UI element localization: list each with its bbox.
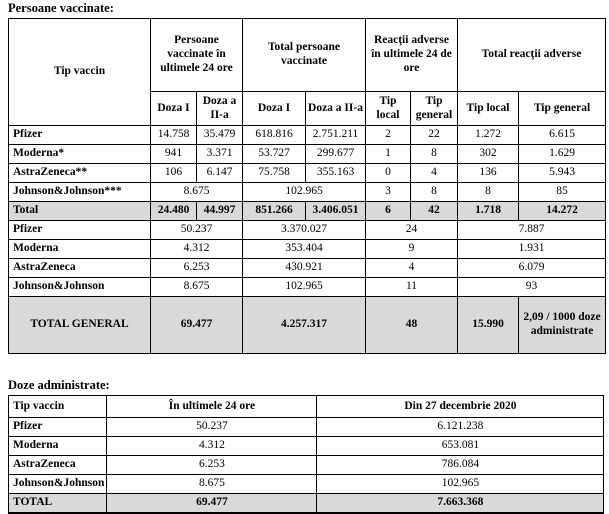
table-row <box>9 396 604 418</box>
value-cell: 44.997 <box>197 202 243 221</box>
value-cell: 106 <box>151 164 197 183</box>
subheader-doza2-24h: Doza a II-a <box>197 92 243 126</box>
vaccine-name: AstraZeneca <box>9 259 151 278</box>
doses-administered-title: Doze administrate: <box>8 378 110 392</box>
doses-administered-table <box>8 395 604 514</box>
col-header-last-24h: În ultimele 24 ore <box>107 396 317 418</box>
vaccinated-persons-title: Persoane vaccinate: <box>8 1 114 15</box>
vaccine-name: Johnson&Johnson*** <box>9 183 151 202</box>
col-header-since-dec27: Din 27 decembrie 2020 <box>317 396 604 418</box>
subheader-tip-local-total: Tip local <box>458 92 519 126</box>
value-cell: 5.943 <box>519 164 606 183</box>
table-row-johnson <box>9 183 606 202</box>
value-cell: 14.272 <box>519 202 606 221</box>
subheader-tip-local-24h: Tip local <box>366 92 411 126</box>
value-cell: 6.253 <box>107 456 317 475</box>
value-cell: 93 <box>458 278 606 297</box>
vaccine-name: Pfizer <box>9 126 151 145</box>
value-cell: 4.312 <box>151 240 243 259</box>
value-cell: 69.477 <box>107 494 317 514</box>
table-row-astrazeneca-doses <box>9 456 604 475</box>
value-cell: 355.163 <box>306 164 366 183</box>
value-cell: 50.237 <box>151 221 243 240</box>
total-label: TOTAL <box>9 494 107 514</box>
value-cell: 7.887 <box>458 221 606 240</box>
table-row-johnson-doses <box>9 475 604 494</box>
value-cell: 1.931 <box>458 240 606 259</box>
value-cell: 430.921 <box>243 259 366 278</box>
col-header-tip-vaccin: Tip vaccin <box>9 396 107 418</box>
value-cell: 35.479 <box>197 126 243 145</box>
value-cell: 53.727 <box>243 145 306 164</box>
value-cell: 4.312 <box>107 437 317 456</box>
col-header-reactions-total: Total reacţii adverse <box>458 19 606 92</box>
vaccine-name: AstraZeneca <box>9 456 107 475</box>
subheader-tip-general-24h: Tip general <box>411 92 458 126</box>
value-cell: 786.084 <box>317 456 604 475</box>
vaccine-name: Moderna <box>9 437 107 456</box>
col-header-vaccinated-24h: Persoane vaccinate în ultimele 24 ore <box>151 19 243 92</box>
value-cell: 85 <box>519 183 606 202</box>
value-cell: 6.147 <box>197 164 243 183</box>
value-cell: 22 <box>411 126 458 145</box>
value-cell: 353.404 <box>243 240 366 259</box>
table-row-astrazeneca-cumulative <box>9 259 606 278</box>
value-cell: 1.629 <box>519 145 606 164</box>
value-cell: 15.990 <box>458 297 519 354</box>
table-row-moderna-cumulative <box>9 240 606 259</box>
value-cell: 299.677 <box>306 145 366 164</box>
value-cell: 11 <box>366 278 458 297</box>
value-cell: 302 <box>458 145 519 164</box>
table-row-johnson-cumulative <box>9 278 606 297</box>
value-cell: 851.266 <box>243 202 306 221</box>
value-cell: 1.718 <box>458 202 519 221</box>
value-cell: 75.758 <box>243 164 306 183</box>
value-cell: 6 <box>366 202 411 221</box>
value-cell: 136 <box>458 164 519 183</box>
value-cell: 102.965 <box>243 183 366 202</box>
value-cell: 4 <box>366 259 458 278</box>
subheader-doza2-total: Doza a II-a <box>306 92 366 126</box>
value-cell: 1 <box>366 145 411 164</box>
value-cell: 3 <box>366 183 411 202</box>
vaccinated-persons-table <box>8 18 606 354</box>
value-cell: 8.675 <box>151 278 243 297</box>
col-header-vaccinated-total: Total persoane vaccinate <box>243 19 366 92</box>
value-cell: 8 <box>411 183 458 202</box>
total-general-label: TOTAL GENERAL <box>9 297 151 354</box>
value-cell: 8.675 <box>151 183 243 202</box>
value-cell: 102.965 <box>243 278 366 297</box>
value-cell: 8 <box>458 183 519 202</box>
value-cell: 3.370.027 <box>243 221 366 240</box>
table-row-astrazeneca <box>9 164 606 183</box>
vaccine-name: Moderna <box>9 240 151 259</box>
value-cell: 24 <box>366 221 458 240</box>
vaccine-name: Pfizer <box>9 221 151 240</box>
table-row-pfizer <box>9 126 606 145</box>
value-cell: 8.675 <box>107 475 317 494</box>
table-row-pfizer-doses <box>9 418 604 437</box>
table-row-total <box>9 202 606 221</box>
value-cell: 14.758 <box>151 126 197 145</box>
value-cell: 6.615 <box>519 126 606 145</box>
value-cell: 9 <box>366 240 458 259</box>
value-cell: 2,09 / 1000 doze administrate <box>519 297 606 354</box>
value-cell: 653.081 <box>317 437 604 456</box>
table-row-total-general <box>9 297 606 354</box>
value-cell: 24.480 <box>151 202 197 221</box>
value-cell: 50.237 <box>107 418 317 437</box>
value-cell: 941 <box>151 145 197 164</box>
table-row-total-doses <box>9 494 604 514</box>
value-cell: 6.121.238 <box>317 418 604 437</box>
vaccine-name: Pfizer <box>9 418 107 437</box>
table-row-moderna <box>9 145 606 164</box>
value-cell: 69.477 <box>151 297 243 354</box>
subheader-doza1-24h: Doza I <box>151 92 197 126</box>
col-header-tip-vaccin: Tip vaccin <box>9 19 151 126</box>
value-cell: 3.371 <box>197 145 243 164</box>
value-cell: 1.272 <box>458 126 519 145</box>
total-label: Total <box>9 202 151 221</box>
vaccine-name: Moderna* <box>9 145 151 164</box>
value-cell: 4.257.317 <box>243 297 366 354</box>
table-row-pfizer-cumulative <box>9 221 606 240</box>
value-cell: 618.816 <box>243 126 306 145</box>
subheader-tip-general-total: Tip general <box>519 92 606 126</box>
value-cell: 42 <box>411 202 458 221</box>
value-cell: 2 <box>366 126 411 145</box>
value-cell: 0 <box>366 164 411 183</box>
value-cell: 4 <box>411 164 458 183</box>
value-cell: 6.253 <box>151 259 243 278</box>
col-header-reactions-24h: Reacţii adverse în ultimele 24 de ore <box>366 19 458 92</box>
value-cell: 102.965 <box>317 475 604 494</box>
table-row-moderna-doses <box>9 437 604 456</box>
table-row <box>9 19 606 92</box>
value-cell: 3.406.051 <box>306 202 366 221</box>
value-cell: 2.751.211 <box>306 126 366 145</box>
value-cell: 48 <box>366 297 458 354</box>
subheader-doza1-total: Doza I <box>243 92 306 126</box>
value-cell: 8 <box>411 145 458 164</box>
value-cell: 6.079 <box>458 259 606 278</box>
vaccine-name: Johnson&Johnson <box>9 475 107 494</box>
vaccine-name: AstraZeneca** <box>9 164 151 183</box>
vaccine-name: Johnson&Johnson <box>9 278 151 297</box>
value-cell: 7.663.368 <box>317 494 604 514</box>
